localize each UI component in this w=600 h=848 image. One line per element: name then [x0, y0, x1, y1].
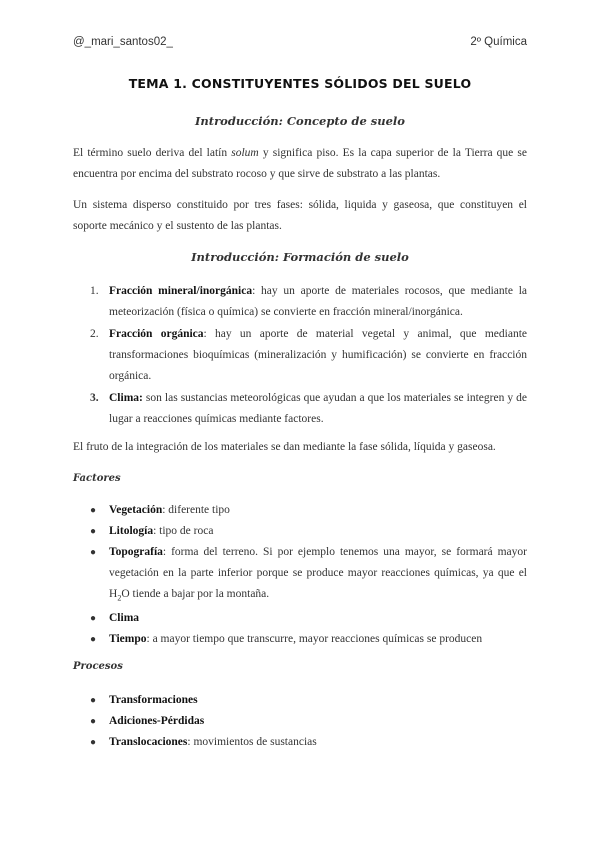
bullet-icon: ● [90, 695, 97, 706]
bullet-icon: ● [90, 547, 97, 558]
list-text: : hay un aporte de material vegetal y animal, que mediante transformaciones bioquímicas (mineralización y humificación) se convierte en fracción orgánica. [109, 328, 527, 382]
list-text: : forma del terreno. Si por ejemplo tenemos una mayor, se formará mayor vegetación en la parte inferior porque se produce mayor reacciones químicas, ya que el H [109, 546, 527, 600]
factores-list [73, 500, 527, 650]
list-item [73, 281, 527, 323]
list-item [73, 388, 527, 430]
paragraph-fruto: El fruto de la integración de los materiales se dan mediante la fase sólida, líquida y gaseosa. [73, 441, 496, 453]
section-heading-concepto: Introducción: Concepto de suelo [195, 114, 405, 128]
header-username: @_mari_santos02_ [73, 36, 173, 48]
list-item [73, 608, 527, 629]
bullet-icon: ● [90, 613, 97, 625]
list-text: son las sustancias meteorológicas que ayudan a que los materiales se integren y de lugar a reacciones químicas mediante factores. [109, 392, 527, 425]
list-term: Translocaciones [109, 736, 188, 748]
list-item [73, 732, 527, 753]
list-term: Litología [109, 525, 154, 537]
list-item [73, 324, 527, 387]
latin-term: solum [231, 147, 259, 159]
formation-list [73, 281, 527, 431]
list-item [73, 500, 527, 521]
paragraph-definicion [73, 143, 527, 185]
bullet-icon: ● [90, 526, 97, 537]
list-item [73, 542, 527, 608]
procesos-list [73, 690, 527, 753]
bullet-icon: ● [90, 505, 97, 516]
bullet-icon: ● [90, 737, 97, 748]
list-term: Transformaciones [109, 694, 198, 706]
list-term: Clima [109, 612, 140, 625]
list-text: : movimientos de sustancias [187, 736, 317, 748]
paragraph-definicion-part2: y significa piso. Es la capa superior de la Tierra que se encuentra por encima del substrato rocoso y que sirve de substrato a las plantas. [73, 147, 527, 180]
page-title: TEMA 1. CONSTITUYENTES SÓLIDOS DEL SUELO [128, 76, 472, 91]
list-number: 1. [90, 285, 99, 297]
list-text: : tipo de roca [153, 525, 214, 537]
list-term: Vegetación [109, 504, 163, 516]
list-item [73, 690, 527, 711]
list-term: Topografía [109, 546, 163, 558]
list-text: : diferente tipo [162, 504, 230, 516]
list-item [73, 521, 527, 542]
list-item [73, 711, 527, 732]
list-text: : hay un aporte de materiales rocosos, que mediante la meteorización (física o química) se convierte en fracción mineral/inorgánica. [109, 285, 528, 318]
list-number: 2. [90, 328, 99, 340]
subscript: 2 [117, 593, 122, 603]
bullet-icon: ● [90, 716, 97, 727]
list-term: Tiempo [109, 633, 147, 646]
heading-procesos: Procesos [73, 661, 123, 672]
section-heading-formacion: Introducción: Formación de suelo [191, 250, 409, 264]
bullet-icon: ● [90, 634, 97, 646]
list-term: Fracción orgánica [109, 328, 204, 340]
list-number: 3. [90, 392, 99, 404]
list-text: : a mayor tiempo que transcurre, mayor reacciones químicas se producen [146, 633, 483, 646]
list-term: Clima: [109, 392, 143, 404]
heading-factores: Factores [73, 473, 121, 484]
list-term: Fracción mineral/inorgánica [109, 285, 253, 297]
list-term: Adiciones-Pérdidas [109, 715, 205, 727]
header-course: 2º Química [470, 36, 527, 48]
paragraph-sistema: Un sistema disperso constituido por tres fases: sólida, liquida y gaseosa, que constituyen el soporte mecánico y el sustento de las plantas. [73, 199, 527, 232]
paragraph-definicion-part1: El término suelo deriva del latín [73, 147, 232, 159]
list-text-tail: O tiende a bajar por la montaña. [121, 588, 270, 600]
list-item [73, 629, 527, 650]
